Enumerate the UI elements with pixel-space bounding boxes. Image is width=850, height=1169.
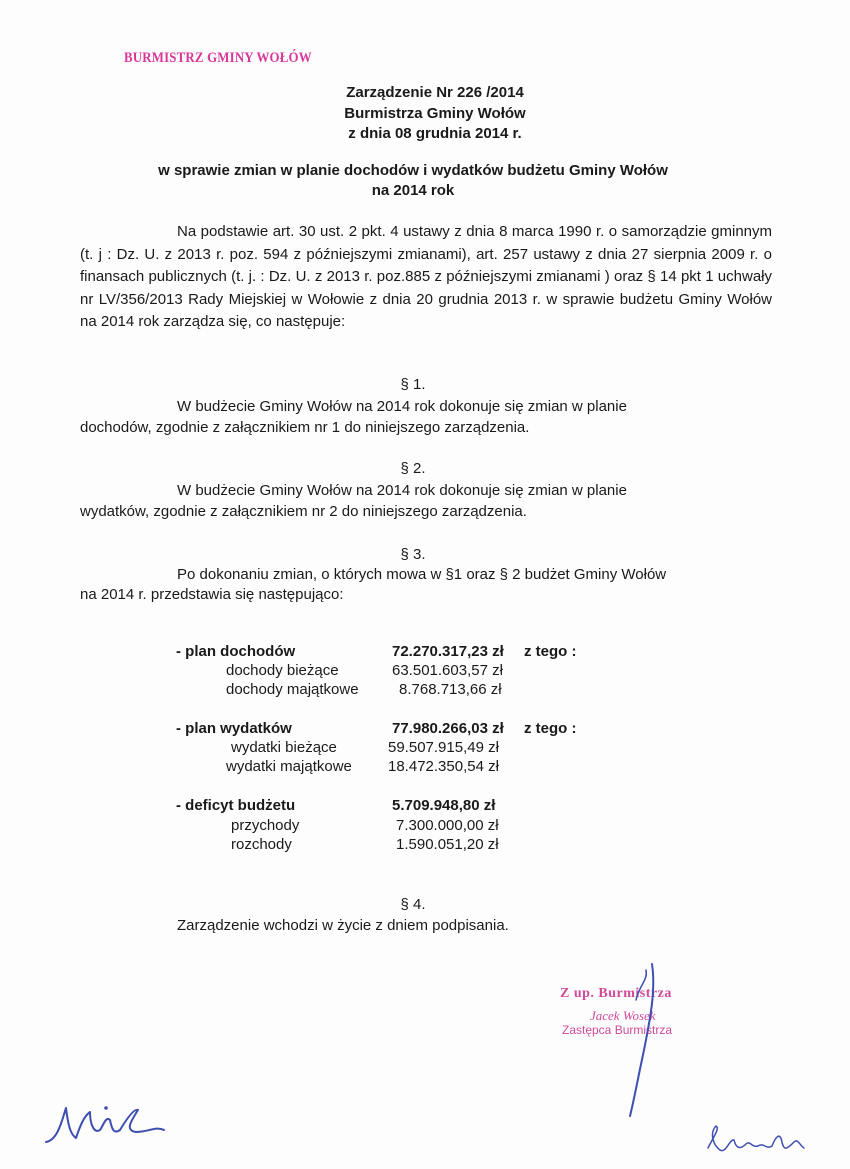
income-label: - plan dochodów — [176, 643, 296, 660]
stamp-authorization: Z up. Burmistrza — [560, 986, 672, 1001]
section-3-line-1: Po dokonaniu zmian, o których mowa w §1 oraz § 2 budżet Gminy Wołów — [177, 566, 667, 583]
letterhead-stamp: BURMISTRZ GMINY WOŁÓW — [124, 50, 312, 66]
income-suffix: z tego : — [524, 643, 577, 660]
subject-line-2: na 2014 rok — [371, 182, 455, 199]
expenses-value: 77.980.266,03 zł — [392, 720, 504, 737]
subject-line-1: w sprawie zmian w planie dochodów i wydatków budżetu Gminy Wołów — [158, 162, 668, 179]
expenses-current-value: 59.507.915,49 zł — [388, 739, 499, 756]
section-1-heading: § 1. — [400, 376, 426, 393]
expenses-label: - plan wydatków — [176, 720, 292, 737]
revenue-label: przychody — [231, 817, 300, 834]
section-2-heading: § 2. — [400, 460, 426, 477]
expenses-capital-value: 18.472.350,54 zł — [388, 758, 499, 775]
deputy-signature-icon — [600, 960, 670, 1120]
section-4-heading: § 4. — [400, 896, 426, 913]
deficit-value: 5.709.948,80 zł — [392, 797, 496, 814]
stamp-name: Jacek Wosek — [590, 1008, 656, 1023]
expenses-suffix: z tego : — [524, 720, 577, 737]
expenditure-label: rozchody — [231, 836, 292, 853]
section-2-line-2: wydatków, zgodnie z załącznikiem nr 2 do niniejszego zarządzenia. — [80, 503, 527, 520]
initials-signature-icon — [40, 1090, 170, 1150]
income-current-label: dochody bieżące — [226, 662, 339, 679]
legal-basis-paragraph: Na podstawie art. 30 ust. 2 pkt. 4 ustawy z dnia 8 marca 1990 r. o samorządzie gminnym (t. j : Dz. U. z 2013 r. poz. 594 z późniejszymi zmianami), art. 257 ustawy z dnia 27 sierpnia 2009 r. o finansach publicznych (t. j. : Dz. U. z 2013 r. poz.885 z późniejszymi zmianami ) oraz § 14 pkt 1 uchwały nr LV/356/2013 Rady Miejskiej w Wołowie z dnia 20 grudnia 2013 r. w sprawie budżetu Gminy Wołów na 2014 rok zarządza się, co następuje: — [80, 223, 772, 330]
section-3-line-2: na 2014 r. przedstawia się następująco: — [80, 586, 344, 603]
section-3-heading: § 3. — [400, 546, 426, 563]
income-current-value: 63.501.603,57 zł — [392, 662, 503, 679]
section-2-line-1: W budżecie Gminy Wołów na 2014 rok dokonuje się zmian w planie — [177, 482, 627, 499]
stamp-title: Zastępca Burmistrza — [562, 1023, 673, 1037]
income-capital-label: dochody majątkowe — [226, 681, 359, 698]
section-4-line-1: Zarządzenie wchodzi w życie z dniem podpisania. — [177, 917, 509, 934]
section-1-line-2: dochodów, zgodnie z załącznikiem nr 1 do niniejszego zarządzenia. — [80, 419, 530, 436]
revenue-value: 7.300.000,00 zł — [396, 817, 499, 834]
ordinance-issuer: Burmistrza Gminy Wołów — [344, 105, 526, 122]
bottom-signature-icon — [700, 1118, 810, 1163]
income-value: 72.270.317,23 zł — [392, 643, 504, 660]
expenses-capital-label: wydatki majątkowe — [226, 758, 352, 775]
expenses-current-label: wydatki bieżące — [231, 739, 337, 756]
ordinance-number: Zarządzenie Nr 226 /2014 — [346, 84, 524, 101]
income-capital-value: 8.768.713,66 zł — [399, 681, 502, 698]
deficit-label: - deficyt budżetu — [176, 797, 296, 814]
ordinance-date: z dnia 08 grudnia 2014 r. — [348, 125, 522, 142]
section-1-line-1: W budżecie Gminy Wołów na 2014 rok dokonuje się zmian w planie — [177, 398, 627, 415]
expenditure-value: 1.590.051,20 zł — [396, 836, 499, 853]
